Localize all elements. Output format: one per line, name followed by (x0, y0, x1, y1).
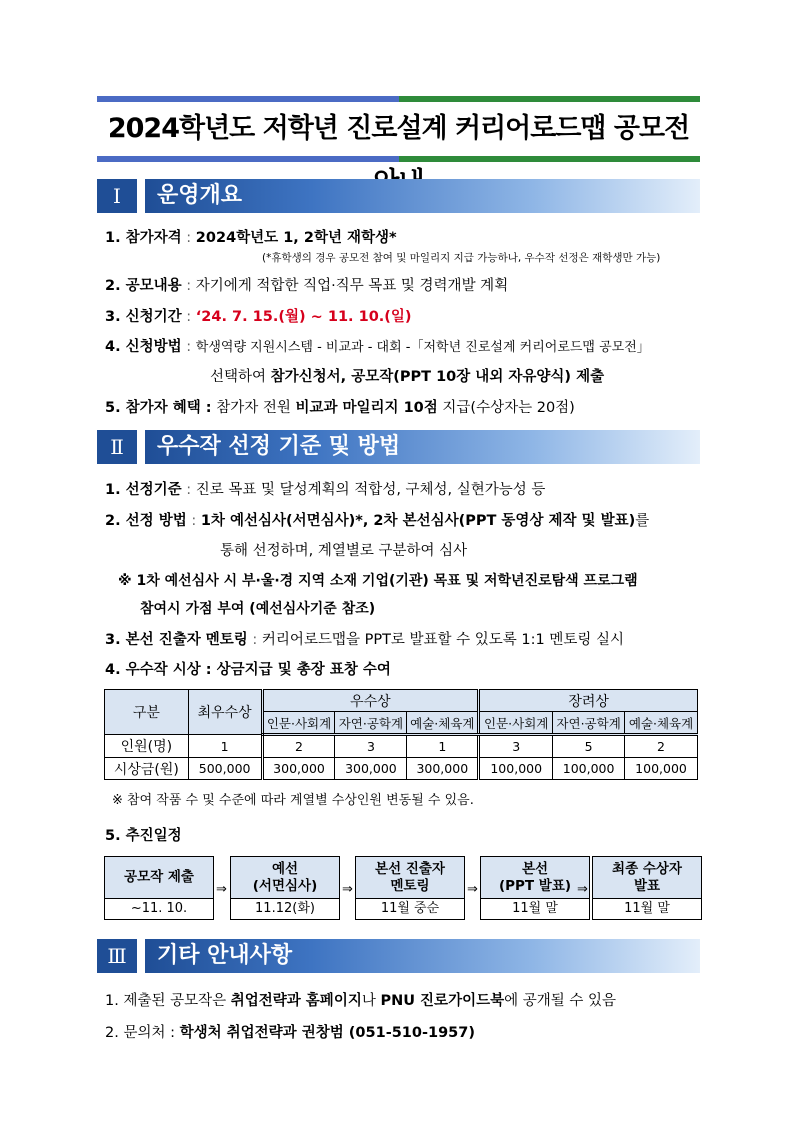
title-bar-bottom (97, 156, 700, 162)
item-awards: 4. 우수작 시상 : 상금지급 및 총장 표창 수여 (105, 662, 391, 678)
table-cell: 100,000 (625, 758, 698, 780)
row-label: 인원(명) (105, 735, 189, 758)
table-cell: 500,000 (188, 758, 262, 780)
eligibility-note: (*휴학생의 경우 공모전 참여 및 마일리지 지급 가능하나, 우수작 선정은 재학생만 가능) (262, 252, 661, 264)
schedule-step-date: 11월 중순 (355, 899, 465, 920)
award-table (104, 689, 698, 780)
schedule-step-title: 본선 (PPT 발표) (480, 856, 590, 899)
schedule-step-title: 예선 (서면심사) (230, 856, 340, 899)
bonus-note-2: 참여시 가점 부여 (예선심사기준 참조) (140, 601, 376, 617)
schedule-step-date: 11.12(화) (230, 899, 340, 920)
sub-header: 예술·체육계 (407, 712, 479, 735)
sub-header: 인문·사회계 (479, 712, 553, 735)
table-cell: 3 (335, 735, 407, 758)
item-method: 4. 신청방법 : 학생역량 지원시스템 - 비교과 - 대회 -「저학년 진로설계 커리어로드맵 공모전」 (105, 339, 650, 355)
section-title: 기타 안내사항 (145, 939, 700, 973)
item-selection-cont: 통해 선정하며, 계열별로 구분하여 심사 (220, 543, 468, 559)
section-number: Ⅲ (97, 939, 137, 973)
item-schedule: 5. 추진일정 (105, 828, 182, 844)
table-row (105, 758, 698, 780)
table-cell: 300,000 (262, 758, 335, 780)
sub-header: 자연·공학계 (553, 712, 625, 735)
section-header-1 (97, 179, 700, 213)
header-encourage-award: 장려상 (479, 690, 698, 712)
item-eligibility: 1. 참가자격 : 2024학년도 1, 2학년 재학생* (105, 230, 397, 246)
item-method-cont: 선택하여 참가신청서, 공모작(PPT 10장 내외 자유양식) 제출 (210, 369, 605, 385)
item-criteria: 1. 선정기준 : 진로 목표 및 달성계획의 적합성, 구체성, 실현가능성 등 (105, 482, 546, 498)
table-cell: 300,000 (407, 758, 479, 780)
sub-header: 자연·공학계 (335, 712, 407, 735)
arrow-icon: ⇒ (216, 882, 227, 897)
schedule-step-date: 11월 말 (592, 899, 702, 920)
section-header-3 (97, 939, 700, 973)
header-excellent-award: 우수상 (262, 690, 479, 712)
schedule-step-title: 본선 진출자 멘토링 (355, 856, 465, 899)
table-cell: 3 (479, 735, 553, 758)
item-content: 2. 공모내용 : 자기에게 적합한 직업·직무 목표 및 경력개발 계획 (105, 278, 509, 294)
schedule-step-title: 최종 수상자 발표 (592, 856, 702, 899)
sub-header: 인문·사회계 (262, 712, 335, 735)
page-title: 2024학년도 저학년 진로설계 커리어로드맵 공모전 (107, 113, 690, 144)
schedule-step-date: 11월 말 (480, 899, 590, 920)
row-label: 시상금(원) (105, 758, 189, 780)
schedule-step-title: 공모작 제출 (104, 856, 214, 899)
item-benefit: 5. 참가자 혜택 : 참가자 전원 비교과 마일리지 10점 지급(수상자는 20점) (105, 400, 575, 416)
header-gubun: 구분 (105, 690, 189, 735)
item-selection: 2. 선정 방법 : 1차 예선심사(서면심사)*, 2차 본선심사(PPT 동영상 제작 및 발표)를 (105, 513, 650, 529)
table-cell: 1 (407, 735, 479, 758)
section-title: 우수작 선정 기준 및 방법 (145, 430, 700, 464)
table-cell: 2 (625, 735, 698, 758)
arrow-icon: ⇒ (467, 882, 478, 897)
item-contact: 2. 문의처 : 학생처 취업전략과 권창범 (051-510-1957) (105, 1025, 475, 1041)
section-title: 운영개요 (145, 179, 700, 213)
item-publish: 1. 제출된 공모작은 취업전략과 홈페이지나 PNU 진로가이드북에 공개될 수 있음 (105, 993, 616, 1009)
table-cell: 5 (553, 735, 625, 758)
title-box (97, 96, 700, 162)
arrow-icon: ⇒ (342, 882, 353, 897)
section-number: Ⅱ (97, 430, 137, 464)
table-cell: 2 (262, 735, 335, 758)
table-cell: 100,000 (479, 758, 553, 780)
table-row (105, 735, 698, 758)
header-top-award: 최우수상 (188, 690, 262, 735)
table-cell: 100,000 (553, 758, 625, 780)
section-number: Ⅰ (97, 179, 137, 213)
sub-header: 예술·체육계 (625, 712, 698, 735)
arrow-icon: ⇒ (577, 882, 588, 897)
bonus-note-1: ※ 1차 예선심사 시 부·울·경 지역 소재 기업(기관) 목표 및 저학년진로탐색 프로그램 (118, 573, 638, 589)
item-period: 3. 신청기간 : ‘24. 7. 15.(월) ~ 11. 10.(일) (105, 309, 412, 325)
section-header-2 (97, 430, 700, 464)
table-note: ※ 참여 작품 수 및 수준에 따라 계열별 수상인원 변동될 수 있음. (112, 793, 474, 808)
table-cell: 300,000 (335, 758, 407, 780)
table-cell: 1 (188, 735, 262, 758)
schedule-step-date: ~11. 10. (104, 899, 214, 920)
item-mentoring: 3. 본선 진출자 멘토링 : 커리어로드맵을 PPT로 발표할 수 있도록 1:1 멘토링 실시 (105, 632, 625, 648)
